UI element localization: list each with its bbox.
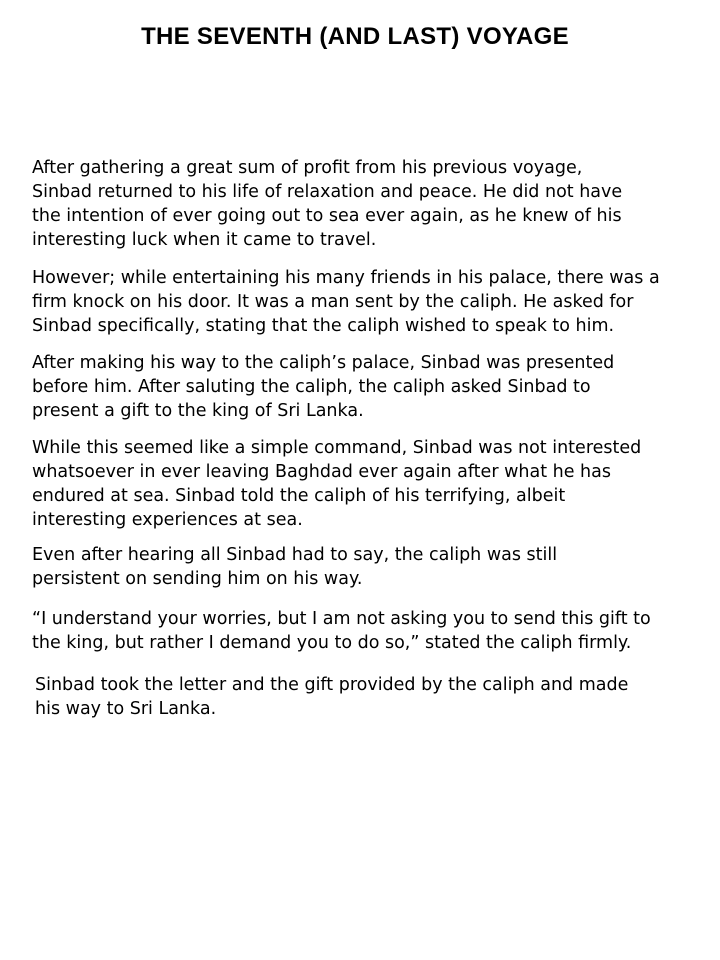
paragraph-3 bbox=[32, 351, 614, 423]
paragraph-7 bbox=[35, 673, 628, 721]
paragraph-line: persistent on sending him on his way. bbox=[32, 569, 363, 589]
paragraph-line: before him. After saluting the caliph, the caliph asked Sinbad to bbox=[32, 377, 591, 397]
paragraph-line: Sinbad specifically, stating that the caliph wished to speak to him. bbox=[32, 316, 615, 336]
paragraph-5 bbox=[32, 543, 557, 591]
paragraph-line: After making his way to the caliph’s palace, Sinbad was presented bbox=[32, 353, 615, 373]
paragraph-line: After gathering a great sum of profit from his previous voyage, bbox=[32, 158, 583, 178]
paragraph-line: whatsoever in ever leaving Baghdad ever again after what he has bbox=[32, 462, 611, 482]
paragraph-line: Sinbad took the letter and the gift provided by the caliph and made bbox=[35, 675, 629, 695]
paragraph-line: Even after hearing all Sinbad had to say, the caliph was still bbox=[32, 545, 558, 565]
paragraph-line: interesting luck when it came to travel. bbox=[32, 230, 377, 250]
paragraph-line: However; while entertaining his many friends in his palace, there was a bbox=[32, 268, 660, 288]
paragraph-line: interesting experiences at sea. bbox=[32, 510, 303, 530]
paragraph-2 bbox=[32, 266, 660, 338]
paragraph-1 bbox=[32, 156, 622, 252]
paragraph-6 bbox=[32, 607, 651, 655]
paragraph-line: firm knock on his door. It was a man sent by the caliph. He asked for bbox=[32, 292, 634, 312]
paragraph-line: present a gift to the king of Sri Lanka. bbox=[32, 401, 364, 421]
paragraph-line: the intention of ever going out to sea ever again, as he knew of his bbox=[32, 206, 622, 226]
paragraph-line: “I understand your worries, but I am not asking you to send this gift to bbox=[32, 609, 651, 629]
paragraph-line: his way to Sri Lanka. bbox=[35, 699, 217, 719]
paragraph-line: the king, but rather I demand you to do so,” stated the caliph firmly. bbox=[32, 633, 632, 653]
paragraph-line: endured at sea. Sinbad told the caliph of his terrifying, albeit bbox=[32, 486, 566, 506]
paragraph-line: While this seemed like a simple command, Sinbad was not interested bbox=[32, 438, 642, 458]
page-title: THE SEVENTH (AND LAST) VOYAGE bbox=[141, 23, 569, 50]
paragraph-line: Sinbad returned to his life of relaxation and peace. He did not have bbox=[32, 182, 623, 202]
paragraph-4 bbox=[32, 436, 641, 532]
